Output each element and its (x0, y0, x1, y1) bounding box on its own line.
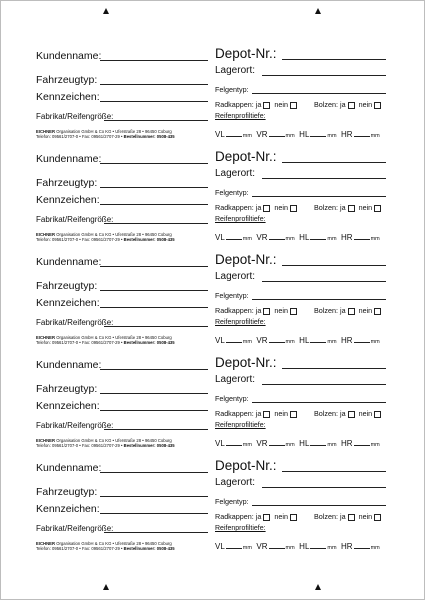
perforation-mark (103, 584, 109, 590)
kundenname-field[interactable] (100, 163, 208, 164)
lagerort-field[interactable] (262, 75, 386, 76)
ja-label: ja (255, 100, 262, 109)
depot-field[interactable] (282, 368, 386, 369)
fabrikat-label: Fabrikat/Reifengröße: (36, 215, 114, 224)
bolzen-label: Bolzen: (314, 512, 338, 521)
unit-label: mm (242, 133, 252, 139)
profiltiefe-label: Reifenprofiltiefe: (215, 319, 266, 326)
kundenname-label: Kundenname: (36, 50, 102, 62)
hl-label: HL (299, 439, 310, 448)
footer-contact: Telefon: 09561/2707-0 • Fax: 09561/2707-29 • (36, 134, 123, 140)
fabrikat-field[interactable] (104, 532, 208, 533)
hl-field[interactable] (310, 542, 326, 549)
bolzen-label: Bolzen: (314, 409, 338, 418)
vr-field[interactable] (269, 130, 285, 137)
footer-company: EICHNER (36, 541, 55, 546)
kundenname-label: Kundenname: (36, 462, 102, 474)
footer-company: EICHNER (36, 232, 55, 237)
footer-company: EICHNER (36, 438, 55, 443)
profiltiefe-label: Reifenprofiltiefe: (215, 422, 266, 429)
footer-address: Organisation GmbH & Co KG • Uferstraße 28 • 96450 Coburg (56, 541, 172, 546)
hr-field[interactable] (354, 336, 370, 343)
bolzen-nein-checkbox[interactable] (374, 102, 381, 109)
footer-address: Organisation GmbH & Co KG • Uferstraße 28 • 96450 Coburg (56, 438, 172, 443)
vl-label: VL (215, 542, 225, 551)
vl-field[interactable] (226, 439, 242, 446)
footer (36, 232, 208, 242)
nein-label: nein (274, 203, 288, 212)
bolzen-nein-checkbox[interactable] (374, 205, 381, 212)
profiltiefe-row (215, 130, 380, 139)
bolzen-ja-checkbox[interactable] (348, 514, 355, 521)
radkappen-nein-checkbox[interactable] (290, 102, 297, 109)
lagerort-field[interactable] (262, 487, 386, 488)
profiltiefe-row (215, 336, 380, 345)
fahrzeugtyp-label: Fahrzeugtyp: (36, 74, 98, 86)
unit-label: mm (327, 339, 337, 345)
fahrzeugtyp-label: Fahrzeugtyp: (36, 177, 98, 189)
unit-label: mm (370, 442, 380, 448)
ja-label: ja (255, 306, 262, 315)
ja-label: ja (339, 203, 346, 212)
fabrikat-label: Fabrikat/Reifengröße: (36, 524, 114, 533)
unit-label: mm (242, 339, 252, 345)
fabrikat-field[interactable] (104, 429, 208, 430)
kennzeichen-field[interactable] (100, 204, 208, 205)
felgentyp-field[interactable] (252, 299, 386, 300)
depot-label: Depot-Nr.: (215, 458, 277, 473)
bolzen-nein-checkbox[interactable] (374, 308, 381, 315)
footer (36, 438, 208, 448)
radkappen-nein-checkbox[interactable] (290, 514, 297, 521)
fahrzeugtyp-field[interactable] (100, 393, 208, 394)
bolzen-row (314, 409, 381, 418)
nein-label: nein (274, 100, 288, 109)
vr-label: VR (256, 130, 268, 139)
bolzen-nein-checkbox[interactable] (374, 514, 381, 521)
tire-label-card (0, 452, 425, 555)
kennzeichen-field[interactable] (100, 101, 208, 102)
lagerort-label: Lagerort: (215, 65, 256, 76)
hl-field[interactable] (310, 130, 326, 137)
kundenname-field[interactable] (100, 472, 208, 473)
vr-field[interactable] (269, 439, 285, 446)
felgentyp-field[interactable] (252, 505, 386, 506)
unit-label: mm (285, 133, 295, 139)
hl-field[interactable] (310, 439, 326, 446)
kennzeichen-label: Kennzeichen: (36, 194, 100, 206)
hl-field[interactable] (310, 233, 326, 240)
radkappen-row (215, 512, 297, 521)
hr-field[interactable] (354, 439, 370, 446)
depot-field[interactable] (282, 162, 386, 163)
bolzen-row (314, 100, 381, 109)
kundenname-label: Kundenname: (36, 256, 102, 268)
depot-label: Depot-Nr.: (215, 355, 277, 370)
footer-address: Organisation GmbH & Co KG • Uferstraße 28 • 96450 Coburg (56, 335, 172, 340)
footer-order-number: Bestellnummer: 0508-435 (123, 237, 175, 243)
bolzen-label: Bolzen: (314, 306, 338, 315)
fabrikat-label: Fabrikat/Reifengröße: (36, 318, 114, 327)
unit-label: mm (327, 545, 337, 551)
radkappen-row (215, 409, 297, 418)
kennzeichen-label: Kennzeichen: (36, 400, 100, 412)
felgentyp-label: Felgentyp: (215, 188, 249, 197)
fabrikat-label: Fabrikat/Reifengröße: (36, 421, 114, 430)
hr-label: HR (341, 336, 353, 345)
vr-field[interactable] (269, 233, 285, 240)
lagerort-field[interactable] (262, 384, 386, 385)
tire-label-card (0, 143, 425, 246)
depot-field[interactable] (282, 471, 386, 472)
radkappen-label: Radkappen: (215, 409, 254, 418)
radkappen-nein-checkbox[interactable] (290, 411, 297, 418)
radkappen-label: Radkappen: (215, 512, 254, 521)
ja-label: ja (339, 512, 346, 521)
ja-label: ja (339, 306, 346, 315)
profiltiefe-row (215, 542, 380, 551)
lagerort-field[interactable] (262, 281, 386, 282)
kundenname-field[interactable] (100, 60, 208, 61)
depot-field[interactable] (282, 59, 386, 60)
radkappen-row (215, 100, 297, 109)
unit-label: mm (327, 442, 337, 448)
nein-label: nein (358, 512, 373, 521)
bolzen-ja-checkbox[interactable] (348, 411, 355, 418)
lagerort-label: Lagerort: (215, 374, 256, 385)
fahrzeugtyp-field[interactable] (100, 84, 208, 85)
fahrzeugtyp-field[interactable] (100, 187, 208, 188)
radkappen-row (215, 306, 297, 315)
bolzen-ja-checkbox[interactable] (348, 102, 355, 109)
fabrikat-field[interactable] (104, 223, 208, 224)
fabrikat-field[interactable] (104, 326, 208, 327)
lagerort-label: Lagerort: (215, 168, 256, 179)
unit-label: mm (242, 545, 252, 551)
bolzen-label: Bolzen: (314, 100, 338, 109)
fabrikat-label: Fabrikat/Reifengröße: (36, 112, 114, 121)
bolzen-row (314, 306, 381, 315)
profiltiefe-label: Reifenprofiltiefe: (215, 525, 266, 532)
perforation-mark (315, 584, 321, 590)
fahrzeugtyp-field[interactable] (100, 496, 208, 497)
kundenname-field[interactable] (100, 266, 208, 267)
fahrzeugtyp-label: Fahrzeugtyp: (36, 383, 98, 395)
perforation-mark (315, 8, 321, 14)
radkappen-label: Radkappen: (215, 100, 254, 109)
lagerort-label: Lagerort: (215, 477, 256, 488)
footer-address: Organisation GmbH & Co KG • Uferstraße 28 • 96450 Coburg (56, 129, 172, 134)
hr-label: HR (341, 233, 353, 242)
hr-label: HR (341, 542, 353, 551)
unit-label: mm (285, 236, 295, 242)
felgentyp-label: Felgentyp: (215, 497, 249, 506)
vr-field[interactable] (269, 336, 285, 343)
footer-address: Organisation GmbH & Co KG • Uferstraße 28 • 96450 Coburg (56, 232, 172, 237)
bolzen-row (314, 203, 381, 212)
footer-company: EICHNER (36, 129, 55, 134)
footer-contact: Telefon: 09561/2707-0 • Fax: 09561/2707-29 • (36, 546, 123, 552)
unit-label: mm (370, 133, 380, 139)
footer-order-number: Bestellnummer: 0508-435 (123, 546, 175, 552)
vr-label: VR (256, 439, 268, 448)
hl-field[interactable] (310, 336, 326, 343)
kennzeichen-label: Kennzeichen: (36, 503, 100, 515)
vl-label: VL (215, 336, 225, 345)
felgentyp-label: Felgentyp: (215, 85, 249, 94)
vr-label: VR (256, 542, 268, 551)
ja-label: ja (255, 203, 262, 212)
kennzeichen-field[interactable] (100, 513, 208, 514)
footer-contact: Telefon: 09561/2707-0 • Fax: 09561/2707-29 • (36, 340, 123, 346)
hr-label: HR (341, 439, 353, 448)
radkappen-label: Radkappen: (215, 306, 254, 315)
radkappen-ja-checkbox[interactable] (263, 308, 270, 315)
vl-field[interactable] (226, 542, 242, 549)
unit-label: mm (285, 442, 295, 448)
bolzen-row (314, 512, 381, 521)
bolzen-ja-checkbox[interactable] (348, 308, 355, 315)
lagerort-label: Lagerort: (215, 271, 256, 282)
tire-label-card (0, 40, 425, 143)
unit-label: mm (285, 339, 295, 345)
kennzeichen-label: Kennzeichen: (36, 297, 100, 309)
profiltiefe-row (215, 233, 380, 242)
tire-label-card (0, 349, 425, 452)
footer-order-number: Bestellnummer: 0508-435 (123, 443, 175, 449)
felgentyp-field[interactable] (252, 93, 386, 94)
unit-label: mm (242, 442, 252, 448)
unit-label: mm (242, 236, 252, 242)
kundenname-label: Kundenname: (36, 359, 102, 371)
fabrikat-field[interactable] (104, 120, 208, 121)
kundenname-field[interactable] (100, 369, 208, 370)
hl-label: HL (299, 542, 310, 551)
bolzen-label: Bolzen: (314, 203, 338, 212)
fahrzeugtyp-label: Fahrzeugtyp: (36, 280, 98, 292)
bolzen-ja-checkbox[interactable] (348, 205, 355, 212)
hl-label: HL (299, 336, 310, 345)
kennzeichen-field[interactable] (100, 410, 208, 411)
vl-label: VL (215, 130, 225, 139)
hl-label: HL (299, 130, 310, 139)
ja-label: ja (339, 100, 346, 109)
radkappen-nein-checkbox[interactable] (290, 205, 297, 212)
radkappen-ja-checkbox[interactable] (263, 205, 270, 212)
footer (36, 541, 208, 551)
unit-label: mm (370, 236, 380, 242)
nein-label: nein (358, 409, 373, 418)
fahrzeugtyp-label: Fahrzeugtyp: (36, 486, 98, 498)
footer-company: EICHNER (36, 335, 55, 340)
radkappen-ja-checkbox[interactable] (263, 514, 270, 521)
depot-label: Depot-Nr.: (215, 252, 277, 267)
profiltiefe-row (215, 439, 380, 448)
kundenname-label: Kundenname: (36, 153, 102, 165)
nein-label: nein (358, 203, 373, 212)
hr-field[interactable] (354, 233, 370, 240)
vl-field[interactable] (226, 130, 242, 137)
vl-label: VL (215, 439, 225, 448)
footer-contact: Telefon: 09561/2707-0 • Fax: 09561/2707-29 • (36, 237, 123, 243)
felgentyp-field[interactable] (252, 402, 386, 403)
vr-label: VR (256, 233, 268, 242)
hr-label: HR (341, 130, 353, 139)
footer (36, 129, 208, 139)
felgentyp-label: Felgentyp: (215, 291, 249, 300)
ja-label: ja (339, 409, 346, 418)
depot-label: Depot-Nr.: (215, 46, 277, 61)
nein-label: nein (358, 100, 373, 109)
nein-label: nein (274, 512, 288, 521)
hl-label: HL (299, 233, 310, 242)
footer (36, 335, 208, 345)
perforation-mark (103, 8, 109, 14)
kennzeichen-label: Kennzeichen: (36, 91, 100, 103)
depot-field[interactable] (282, 265, 386, 266)
unit-label: mm (370, 545, 380, 551)
vl-field[interactable] (226, 233, 242, 240)
vr-field[interactable] (269, 542, 285, 549)
unit-label: mm (370, 339, 380, 345)
tire-label-card (0, 246, 425, 349)
unit-label: mm (327, 133, 337, 139)
footer-order-number: Bestellnummer: 0508-435 (123, 134, 175, 140)
radkappen-nein-checkbox[interactable] (290, 308, 297, 315)
unit-label: mm (285, 545, 295, 551)
felgentyp-field[interactable] (252, 196, 386, 197)
vl-field[interactable] (226, 336, 242, 343)
hr-field[interactable] (354, 542, 370, 549)
footer-contact: Telefon: 09561/2707-0 • Fax: 09561/2707-29 • (36, 443, 123, 449)
radkappen-label: Radkappen: (215, 203, 254, 212)
felgentyp-label: Felgentyp: (215, 394, 249, 403)
unit-label: mm (327, 236, 337, 242)
fahrzeugtyp-field[interactable] (100, 290, 208, 291)
depot-label: Depot-Nr.: (215, 149, 277, 164)
nein-label: nein (274, 306, 288, 315)
ja-label: ja (255, 409, 262, 418)
radkappen-row (215, 203, 297, 212)
nein-label: nein (358, 306, 373, 315)
radkappen-ja-checkbox[interactable] (263, 411, 270, 418)
bolzen-nein-checkbox[interactable] (374, 411, 381, 418)
ja-label: ja (255, 512, 262, 521)
profiltiefe-label: Reifenprofiltiefe: (215, 113, 266, 120)
profiltiefe-label: Reifenprofiltiefe: (215, 216, 266, 223)
radkappen-ja-checkbox[interactable] (263, 102, 270, 109)
hr-field[interactable] (354, 130, 370, 137)
vl-label: VL (215, 233, 225, 242)
lagerort-field[interactable] (262, 178, 386, 179)
kennzeichen-field[interactable] (100, 307, 208, 308)
nein-label: nein (274, 409, 288, 418)
vr-label: VR (256, 336, 268, 345)
footer-order-number: Bestellnummer: 0508-435 (123, 340, 175, 346)
